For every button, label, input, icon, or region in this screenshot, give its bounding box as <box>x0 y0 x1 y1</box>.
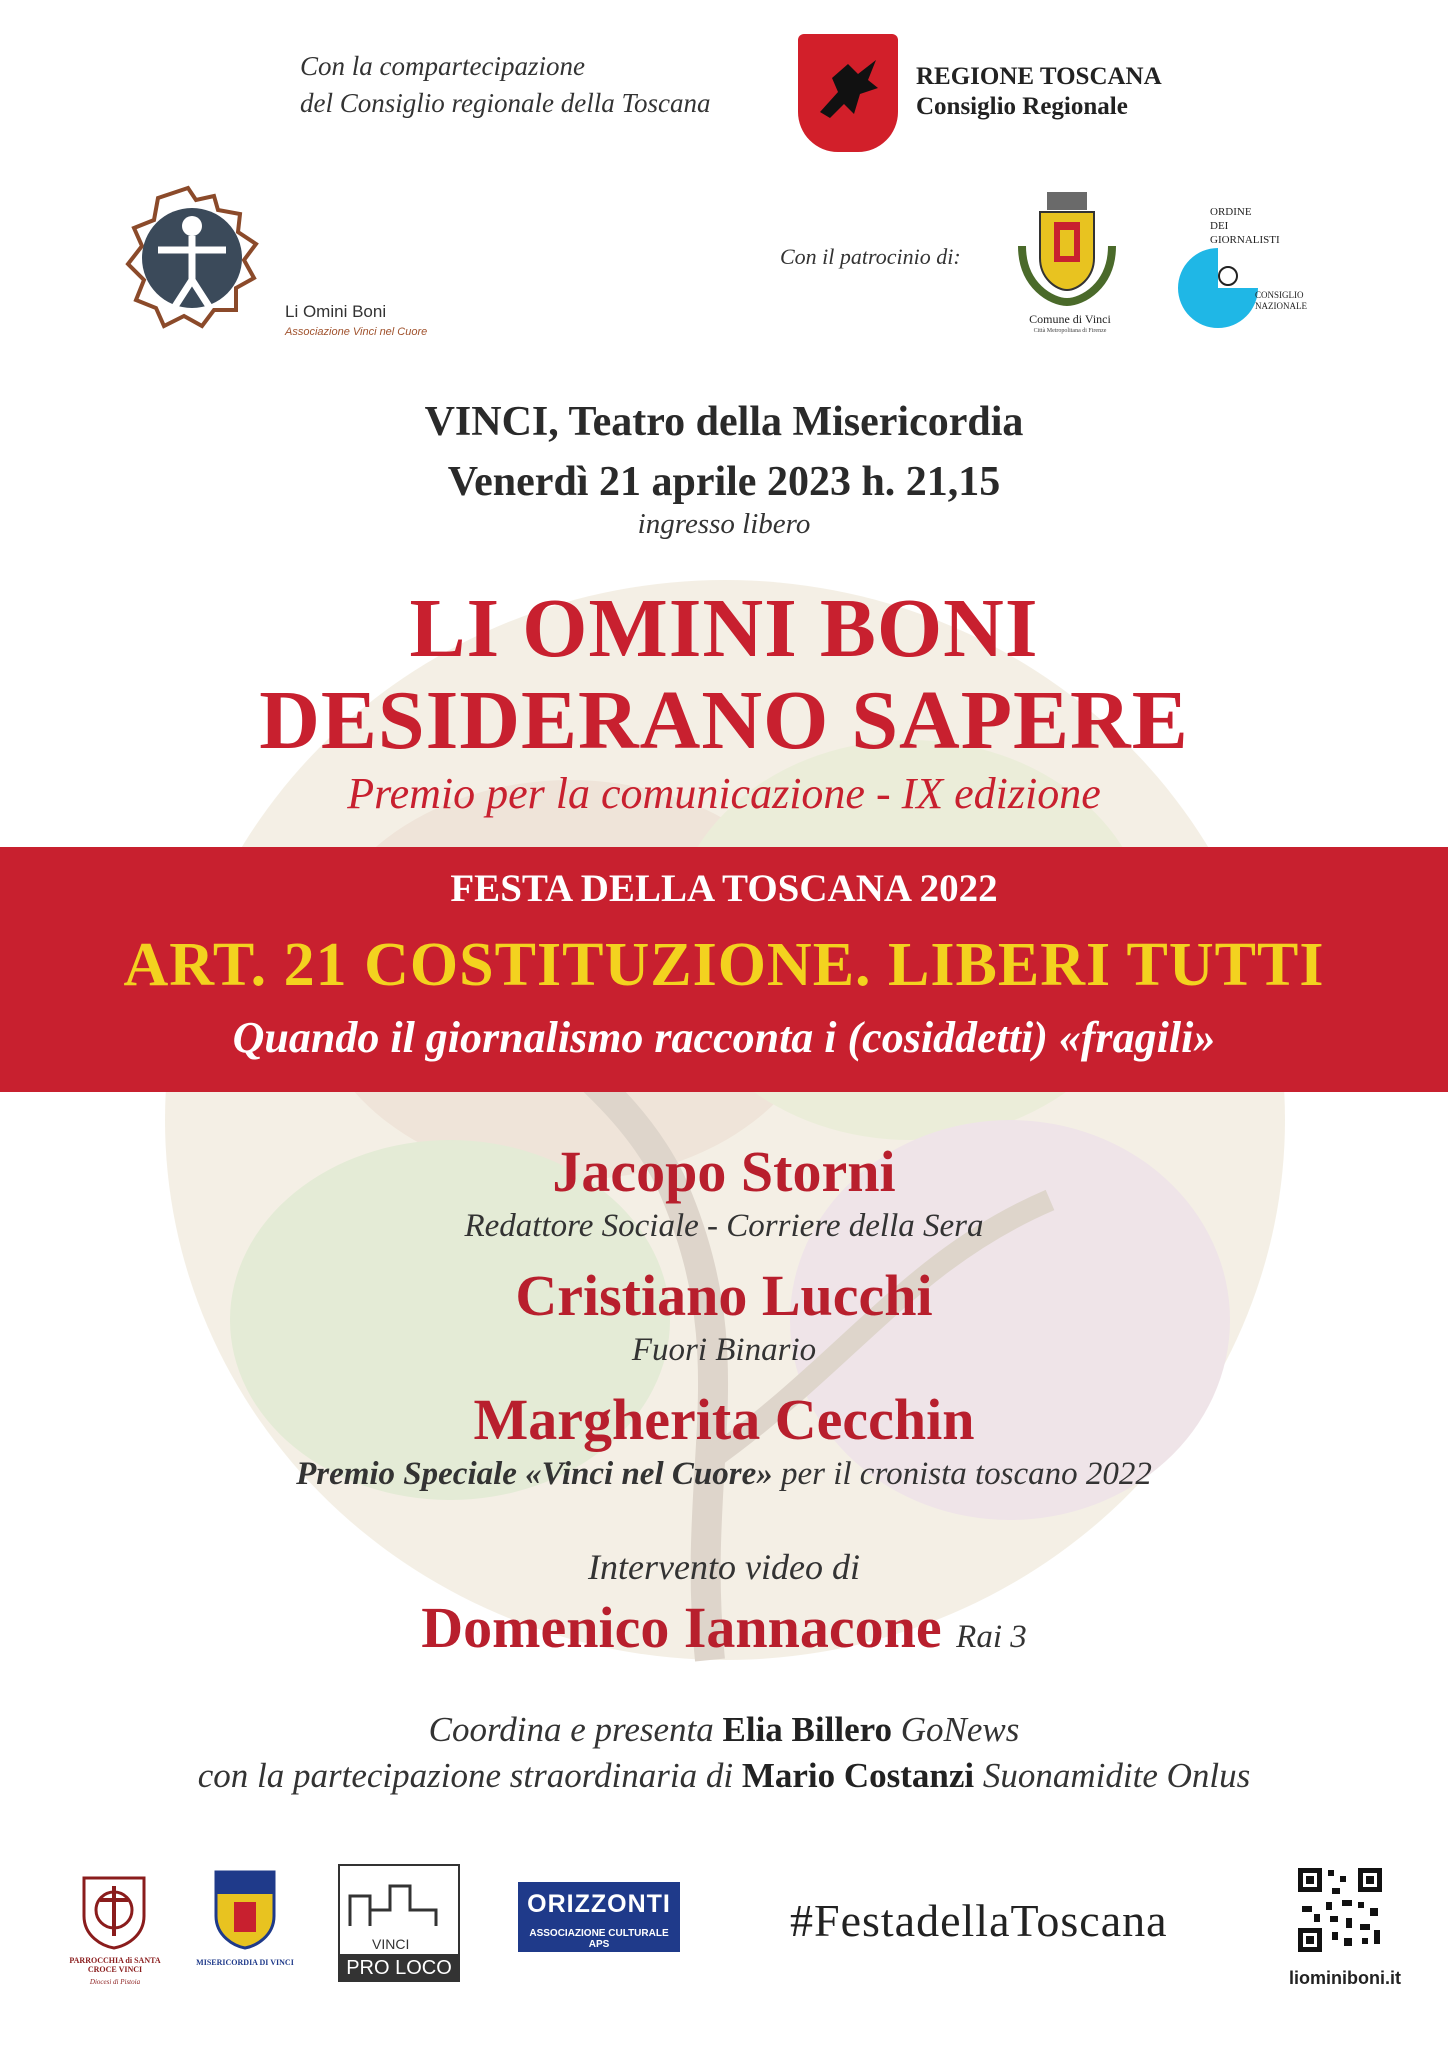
speaker-role-bold: Premio Speciale «Vinci nel Cuore» <box>296 1456 773 1492</box>
odg-cn1: CONSIGLIO <box>1255 290 1304 300</box>
participation-line <box>0 1756 1448 1796</box>
odg-line1: ORDINE <box>1210 206 1252 218</box>
copartecipazione-line1: Con la compartecipazione <box>300 51 585 81</box>
qr-code-icon <box>1296 1866 1384 1954</box>
speaker-role <box>0 1456 1448 1493</box>
odg-line2: DEI <box>1210 220 1229 232</box>
comune-di-vinci-crest <box>1012 186 1122 306</box>
orizzonti-subtitle: ASSOCIAZIONE CULTURALE APS <box>529 1928 669 1950</box>
regione-title: REGIONE TOSCANA <box>916 63 1162 90</box>
speaker-role: Fuori Binario <box>631 1332 817 1368</box>
parrocchia-santa-croce-crest <box>74 1866 154 1950</box>
regione-toscana-pegasus-logo <box>798 34 898 152</box>
pegasus-icon <box>798 34 898 152</box>
event-title-line2: DESIDERANO SAPERE <box>259 674 1189 767</box>
speaker-role: Redattore Sociale - Corriere della Sera <box>464 1208 984 1244</box>
video-speaker-name: Domenico Iannacone <box>421 1595 942 1660</box>
copartecipazione-line2: del Consiglio regionale della Toscana <box>300 88 711 118</box>
event-ingresso: ingresso libero <box>637 508 811 540</box>
coord-pre: Coordina e presenta <box>428 1710 723 1749</box>
castle-outline-icon <box>340 1866 458 1936</box>
li-omini-boni-logo <box>118 180 288 340</box>
event-title-line1: LI OMINI BONI <box>409 582 1039 675</box>
hashtag-festadellatoscana: #FestadellaToscana <box>790 1895 1168 1946</box>
copartecipazione-text <box>300 48 711 122</box>
event-premio: Premio per la comunicazione - IX edizione <box>347 769 1101 818</box>
lob-subtitle: Associazione Vinci nel Cuore <box>285 326 428 338</box>
odg-cn2: NAZIONALE <box>1255 301 1307 311</box>
misericordia-vinci-crest <box>212 1866 278 1950</box>
proloco-vinci-label: VINCI <box>372 1936 410 1952</box>
coordinator-line <box>0 1710 1448 1750</box>
orizzonti-title: ORIZZONTI <box>527 1890 671 1918</box>
consiglio-nazionale-label <box>1255 290 1307 312</box>
part-name: Mario Costanzi <box>741 1756 975 1795</box>
event-date: Venerdì 21 aprile 2023 h. 21,15 <box>447 459 1001 505</box>
parrocchia-sub: Diocesi di Pistoia <box>89 1978 141 1986</box>
ordine-giornalisti-logo <box>1168 238 1268 338</box>
video-intro: Intervento video di <box>588 1547 860 1587</box>
odg-line3: GIORNALISTI <box>1210 234 1280 246</box>
event-venue: VINCI, Teatro della Misericordia <box>424 399 1024 445</box>
comune-vinci-label: Comune di Vinci <box>1029 312 1111 326</box>
speaker-name: Cristiano Lucchi <box>515 1263 933 1328</box>
regione-toscana-label <box>916 62 1162 122</box>
parrocchia-label: PARROCCHIA di SANTA CROCE VINCI <box>69 1956 161 1974</box>
misericordia-label: MISERICORDIA DI VINCI <box>196 1958 294 1967</box>
website-link[interactable]: liominiboni.it <box>1289 1968 1401 1988</box>
regione-sub: Consiglio Regionale <box>916 93 1128 120</box>
part-post: Suonamidite Onlus <box>974 1756 1251 1795</box>
video-outlet: Rai 3 <box>956 1619 1027 1655</box>
quando-subtitle: Quando il giornalismo racconta i (cosiddetti) «fragili» <box>232 1013 1216 1062</box>
coord-post: GoNews <box>892 1710 1020 1749</box>
patrocinio-label: Con il patrocinio di: <box>780 244 961 269</box>
speaker-name: Margherita Cecchin <box>473 1387 975 1452</box>
part-pre: con la partecipazione straordinaria di <box>197 1756 742 1795</box>
festa-title: FESTA DELLA TOSCANA 2022 <box>450 867 998 910</box>
video-speaker <box>0 1594 1448 1661</box>
speaker-role-rest: per il cronista toscano 2022 <box>772 1456 1152 1492</box>
comune-vinci-sub: Città Metropolitana di Firenze <box>1033 328 1107 334</box>
proloco-label: PRO LOCO <box>338 1954 460 1982</box>
speaker-name: Jacopo Storni <box>552 1139 896 1204</box>
coord-name: Elia Billero <box>722 1710 893 1749</box>
lob-name: Li Omini Boni <box>285 302 387 321</box>
art21-title: ART. 21 COSTITUZIONE. LIBERI TUTTI <box>123 931 1325 999</box>
